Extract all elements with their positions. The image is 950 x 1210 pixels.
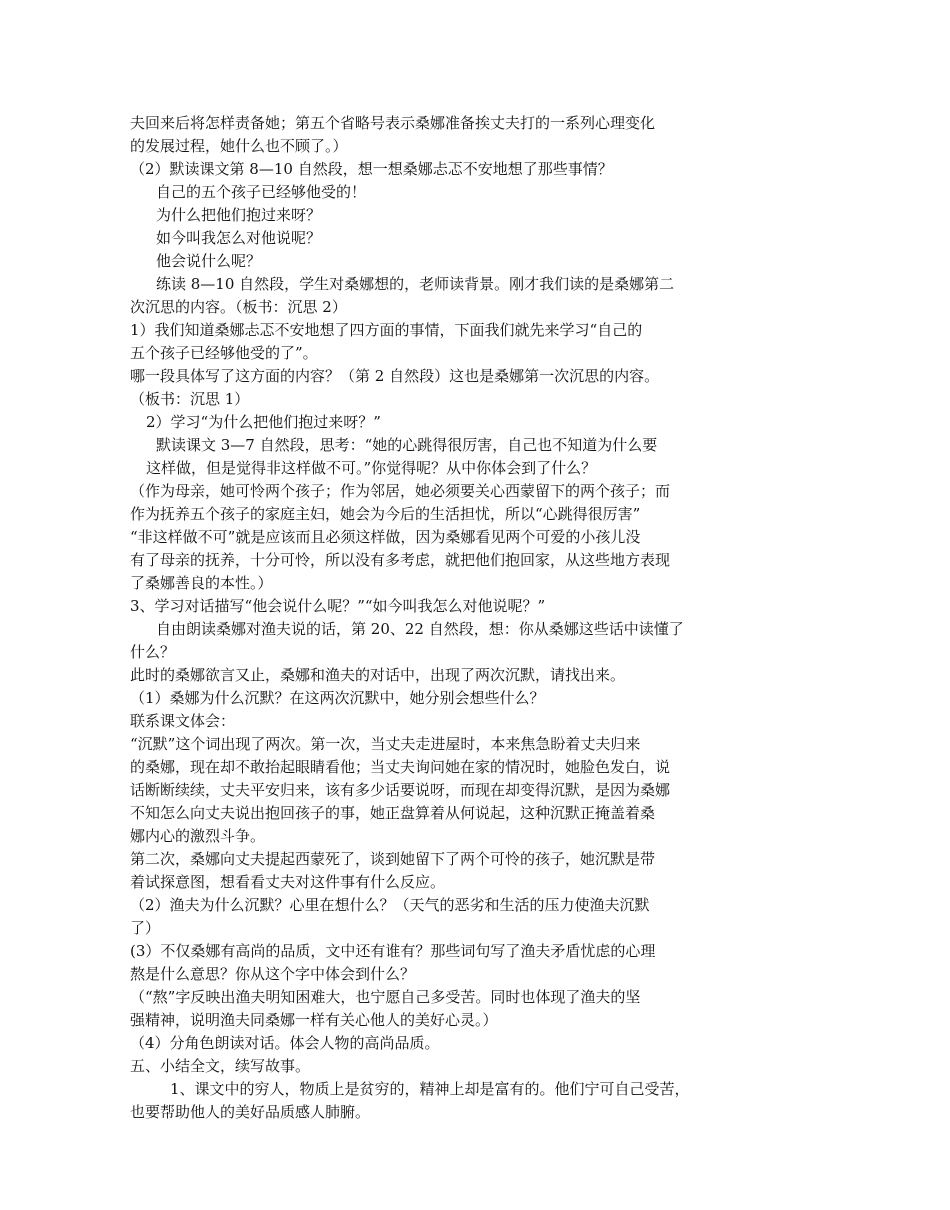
text-line: 第二次，桑娜向丈夫提起西蒙死了，谈到她留下了两个可怜的孩子，她沉默是带	[130, 850, 656, 868]
text-line: 默读课文 3—7 自然段，思考：“她的心跳得很厉害，自己也不知道为什么要	[156, 436, 658, 454]
text-line: 夫回来后将怎样责备她；第五个省略号表示桑娜准备挨丈夫打的一系列心理变化	[130, 114, 656, 132]
text-line: 熬是什么意思？你从这个字中体会到什么？	[130, 965, 416, 983]
text-line: （2）渔夫为什么沉默？心里在想什么？（天气的恶劣和生活的压力使渔夫沉默	[130, 896, 650, 914]
text-line: （4）分角色朗读对话。体会人物的高尚品质。	[130, 1034, 440, 1052]
text-line: （1）桑娜为什么沉默？在这两次沉默中，她分别会想些什么？	[130, 689, 545, 707]
text-line: 了桑娜善良的本性。）	[130, 574, 273, 592]
text-line: 话断断续续，丈夫平安归来，该有多少话要说呀，而现在却变得沉默，是因为桑娜	[130, 781, 671, 799]
text-line: 自由朗读桑娜对渔夫说的话，第 20、22 自然段，想：你从桑娜这些话中读懂了	[156, 620, 684, 638]
text-line: （“熬”字反映出渔夫明知困难大，也宁愿自己多受苦。同时也体现了渔夫的坚	[130, 988, 641, 1006]
text-line: 练读 8—10 自然段，学生对桑娜想的，老师读背景。刚才我们读的是桑娜第二	[156, 275, 675, 293]
text-line: 哪一段具体写了这方面的内容？（第 2 自然段）这也是桑娜第一次沉思的内容。	[130, 367, 660, 385]
text-line: 五、小结全文，续写故事。	[130, 1057, 311, 1075]
text-line: “沉默”这个词出现了两次。第一次，当丈夫走进屋时，本来焦急盼着丈夫归来	[130, 735, 641, 753]
text-line: 1、课文中的穷人，物质上是贫穷的，精神上却是富有的。他们宁可自己受苦，	[170, 1080, 690, 1098]
text-line: （板书：沉思 1）	[130, 390, 250, 408]
document-body	[130, 112, 730, 1124]
text-line: 不知怎么向丈夫说出抱回孩子的事，她正盘算着从何说起，这种沉默正掩盖着桑	[130, 804, 656, 822]
text-line: 次沉思的内容。（板书：沉思 2）	[130, 298, 347, 316]
text-line: 强精神，说明渔夫同桑娜一样有关心他人的美好心灵。）	[130, 1011, 498, 1029]
text-line: 娜内心的激烈斗争。	[130, 827, 266, 845]
text-line: 作为抚养五个孩子的家庭主妇，她会为今后的生活担忧，所以“心跳得很厉害”	[130, 505, 641, 523]
text-line: 如今叫我怎么对他说呢？	[156, 229, 322, 247]
text-line: 也要帮助他人的美好品质感人肺腑。	[130, 1103, 371, 1121]
text-line: 着试探意图，想看看丈夫对这件事有什么反应。	[130, 873, 446, 891]
text-line: 的桑娜，现在却不敢抬起眼睛看他；当丈夫询问她在家的情况时，她脸色发白，说	[130, 758, 671, 776]
text-line: “非这样做不可”就是应该而且必须这样做，因为桑娜看见两个可爱的小孩儿没	[130, 528, 641, 546]
text-line: 有了母亲的抚养，十分可怜，所以没有多考虑，就把他们抱回家，从这些地方表现	[130, 551, 671, 569]
text-line: 2）学习“为什么把他们抱过来呀？”	[146, 413, 381, 431]
text-line: 联系课文体会：	[130, 712, 236, 730]
text-line: 为什么把他们抱过来呀？	[156, 206, 322, 224]
text-line: 这样做，但是觉得非这样做不可。”你觉得呢？从中你体会到了什么？	[146, 459, 597, 477]
text-line: (3）不仅桑娜有高尚的品质，文中还有谁有？那些词句写了渔夫矛盾忧虑的心理	[130, 942, 656, 960]
text-line: 1）我们知道桑娜忐忑不安地想了四方面的事情，下面我们就先来学习“自己的	[130, 321, 643, 339]
text-line: 五个孩子已经够他受的了”。	[130, 344, 318, 362]
text-line: 3、学习对话描写“他会说什么呢？”“如今叫我怎么对他说呢？”	[130, 597, 546, 615]
text-line: 此时的桑娜欲言又止，桑娜和渔夫的对话中，出现了两次沉默，请找出来。	[130, 666, 626, 684]
text-line: （作为母亲，她可怜两个孩子；作为邻居，她必须要关心西蒙留下的两个孩子；而	[130, 482, 671, 500]
text-line: 什么？	[130, 643, 176, 661]
text-line: 自己的五个孩子已经够他受的！	[156, 183, 367, 201]
text-line: 了）	[130, 919, 161, 937]
text-line: 的发展过程，她什么也不顾了。）	[130, 137, 348, 155]
text-line: 他会说什么呢？	[156, 252, 262, 270]
text-line: （2）默读课文第 8—10 自然段，想一想桑娜忐忑不安地想了那些事情？	[130, 160, 613, 178]
